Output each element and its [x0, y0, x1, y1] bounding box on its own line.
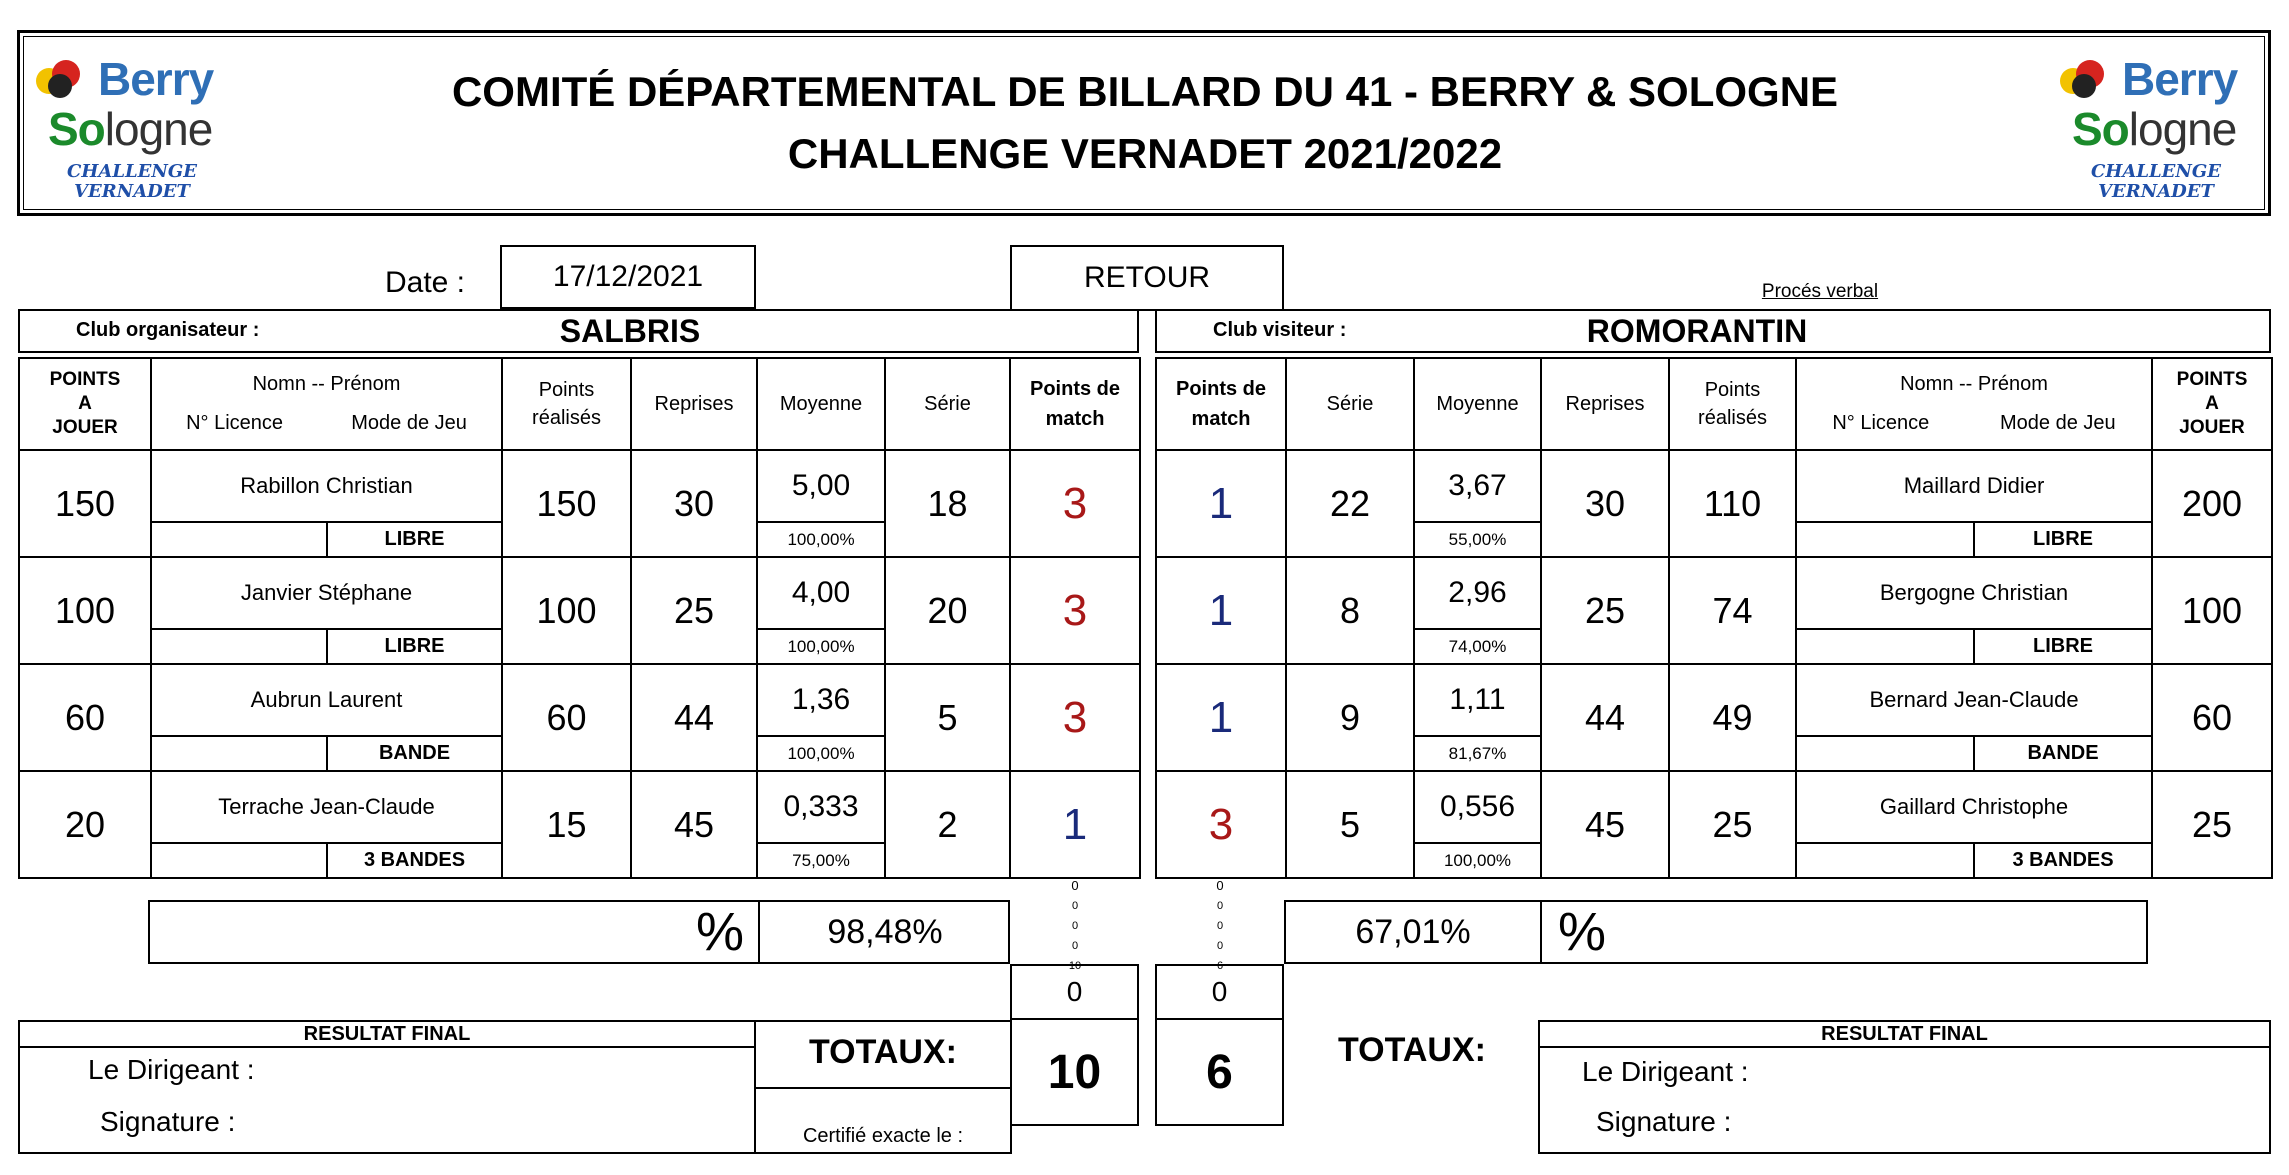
- reprises: 45: [631, 771, 757, 878]
- signature-label: Signature :: [100, 1106, 236, 1137]
- col-reprises: Reprises: [1541, 358, 1669, 450]
- away-totaux-box: [1284, 1020, 1540, 1154]
- moyenne: 1,11: [1414, 664, 1541, 736]
- pct: 55,00%: [1414, 522, 1541, 557]
- home-total: 10: [1010, 1018, 1139, 1126]
- home-under-total: 0: [1010, 964, 1139, 1020]
- pts-jouer: 60: [2152, 664, 2272, 771]
- pts-jouer: 60: [19, 664, 151, 771]
- logo-vernadet-text: VERNADET: [2098, 181, 2214, 202]
- pts-match: 1: [1010, 771, 1140, 878]
- pts-match: 1: [1156, 557, 1286, 664]
- percent-symbol: %: [1557, 902, 1606, 962]
- logo-sologne-text: Sologne: [2072, 103, 2237, 155]
- logo-challenge-text: CHALLENGE: [2091, 161, 2221, 182]
- col-pts-match: Points de match: [1156, 358, 1286, 450]
- serie: 22: [1286, 450, 1414, 557]
- away-under-total: 0: [1155, 964, 1284, 1020]
- player-name: Bernard Jean-Claude: [1796, 664, 2152, 736]
- match-type: RETOUR: [1010, 245, 1284, 311]
- home-club-bar: [18, 309, 1139, 353]
- result-label: RESULTAT FINAL: [1821, 1022, 1988, 1045]
- col-pts-jouer: POINTS A JOUER: [19, 358, 151, 450]
- player-name: Aubrun Laurent: [151, 664, 502, 736]
- away-player-row: [1156, 664, 2272, 736]
- dirigeant-label: Le Dirigeant :: [88, 1054, 255, 1085]
- pts-jouer: 20: [19, 771, 151, 878]
- away-percent-bar: [1284, 900, 2148, 964]
- away-total: 6: [1155, 1018, 1284, 1126]
- dirigeant-label: Le Dirigeant :: [1582, 1056, 1749, 1087]
- pts-realises: 60: [502, 664, 631, 771]
- player-name: Terrache Jean-Claude: [151, 771, 502, 843]
- certifie-label: Certifié exacte le :: [802, 1124, 964, 1147]
- licence: [1796, 522, 1974, 557]
- page-subtitle: CHALLENGE VERNADET 2021/2022: [787, 130, 1503, 177]
- serie: 8: [1286, 557, 1414, 664]
- col-realises: Points réalisés: [502, 358, 631, 450]
- moyenne: 0,333: [757, 771, 885, 843]
- home-player-row: [19, 450, 1140, 522]
- col-pts-match: Points de match: [1010, 358, 1140, 450]
- serie: 9: [1286, 664, 1414, 771]
- player-name: Bergogne Christian: [1796, 557, 2152, 629]
- away-club-name: ROMORANTIN: [1586, 312, 1808, 349]
- away-table: [1155, 357, 2273, 879]
- pts-realises: 74: [1669, 557, 1796, 664]
- away-mini-col: 0 0 0 0 6: [1216, 878, 1224, 972]
- reprises: 25: [631, 557, 757, 664]
- home-club-label: Club organisateur :: [76, 319, 260, 341]
- col-serie: Série: [885, 358, 1010, 450]
- serie: 18: [885, 450, 1010, 557]
- moyenne: 1,36: [757, 664, 885, 736]
- moyenne: 4,00: [757, 557, 885, 629]
- date-label: Date :: [384, 266, 466, 299]
- home-percent-value: 98,48%: [827, 912, 943, 951]
- pts-jouer: 200: [2152, 450, 2272, 557]
- away-header-row: [1156, 358, 2272, 450]
- home-percent-bar: [148, 900, 1010, 964]
- mode-jeu: BANDE: [1974, 736, 2152, 771]
- away-club-label: Club visiteur :: [1213, 319, 1347, 341]
- reprises: 45: [1541, 771, 1669, 878]
- moyenne: 0,556: [1414, 771, 1541, 843]
- signature-label: Signature :: [1596, 1106, 1732, 1137]
- home-result-box: [18, 1020, 756, 1154]
- reprises: 44: [631, 664, 757, 771]
- pts-realises: 15: [502, 771, 631, 878]
- logo-sologne-text: Sologne: [48, 103, 213, 155]
- away-player-row: [1156, 771, 2272, 843]
- logo-right: [2056, 44, 2256, 204]
- reprises: 30: [631, 450, 757, 557]
- licence: [151, 736, 327, 771]
- pts-jouer: 25: [2152, 771, 2272, 878]
- col-nom-prenom: Nomn -- Prénom N° Licence Mode de Jeu: [1796, 358, 2152, 450]
- licence: [1796, 843, 1974, 878]
- home-player-row: [19, 664, 1140, 736]
- licence: [151, 843, 327, 878]
- logo-berry-text: Berry: [2122, 53, 2238, 105]
- licence: [1796, 736, 1974, 771]
- mode-jeu: BANDE: [327, 736, 502, 771]
- moyenne: 3,67: [1414, 450, 1541, 522]
- pct: 75,00%: [757, 843, 885, 878]
- mode-jeu: LIBRE: [327, 629, 502, 664]
- logo-berry-text: Berry: [98, 53, 214, 105]
- pts-match: 1: [1156, 664, 1286, 771]
- pts-match: 3: [1010, 450, 1140, 557]
- home-player-row: [19, 771, 1140, 843]
- totaux-label: TOTAUX:: [1338, 1030, 1486, 1069]
- pct: 100,00%: [757, 736, 885, 771]
- serie: 2: [885, 771, 1010, 878]
- pts-jouer: 100: [2152, 557, 2272, 664]
- home-club-name: SALBRIS: [559, 312, 701, 349]
- pts-realises: 150: [502, 450, 631, 557]
- pts-match: 3: [1010, 664, 1140, 771]
- pts-realises: 110: [1669, 450, 1796, 557]
- home-totaux-box: [754, 1020, 1012, 1154]
- pct: 74,00%: [1414, 629, 1541, 664]
- col-nom-prenom: Nomn -- Prénom N° Licence Mode de Jeu: [151, 358, 502, 450]
- pct: 100,00%: [1414, 843, 1541, 878]
- date-value: 17/12/2021: [500, 245, 756, 309]
- licence: [151, 629, 327, 664]
- serie: 5: [885, 664, 1010, 771]
- pts-match: 3: [1010, 557, 1140, 664]
- pts-jouer: 150: [19, 450, 151, 557]
- moyenne: 2,96: [1414, 557, 1541, 629]
- totaux-label: TOTAUX:: [809, 1032, 957, 1071]
- home-mini-col: 0 0 0 0 10: [1068, 878, 1082, 972]
- pts-realises: 100: [502, 557, 631, 664]
- logo-challenge-text: CHALLENGE: [67, 161, 197, 182]
- col-realises: Points réalisés: [1669, 358, 1796, 450]
- billiard-balls-icon: [2060, 60, 2106, 100]
- moyenne: 5,00: [757, 450, 885, 522]
- away-percent-value: 67,01%: [1355, 912, 1471, 951]
- billiard-balls-icon: [36, 60, 82, 100]
- pct: 100,00%: [757, 629, 885, 664]
- reprises: 30: [1541, 450, 1669, 557]
- pts-match: 1: [1156, 450, 1286, 557]
- home-table: [18, 357, 1141, 879]
- home-header-row: [19, 358, 1140, 450]
- percent-symbol: %: [695, 902, 744, 962]
- away-result-box: [1538, 1020, 2271, 1154]
- page-title: COMITÉ DÉPARTEMENTAL DE BILLARD DU 41 - BERRY & SOLOGNE: [451, 68, 1839, 115]
- col-pts-jouer: POINTS A JOUER: [2152, 358, 2272, 450]
- reprises: 25: [1541, 557, 1669, 664]
- licence: [1796, 629, 1974, 664]
- mode-jeu: 3 BANDES: [1974, 843, 2152, 878]
- result-label: RESULTAT FINAL: [303, 1022, 471, 1045]
- pts-realises: 25: [1669, 771, 1796, 878]
- pct: 100,00%: [757, 522, 885, 557]
- away-player-row: [1156, 450, 2272, 522]
- home-player-row: [19, 557, 1140, 629]
- mode-jeu: LIBRE: [327, 522, 502, 557]
- proces-verbal-label: Procés verbal: [1761, 281, 1879, 302]
- away-player-row: [1156, 557, 2272, 629]
- pts-jouer: 100: [19, 557, 151, 664]
- reprises: 44: [1541, 664, 1669, 771]
- player-name: Rabillon Christian: [151, 450, 502, 522]
- logo-vernadet-text: VERNADET: [74, 181, 190, 202]
- player-name: Gaillard Christophe: [1796, 771, 2152, 843]
- licence: [151, 522, 327, 557]
- pct: 81,67%: [1414, 736, 1541, 771]
- player-name: Janvier Stéphane: [151, 557, 502, 629]
- pts-match: 3: [1156, 771, 1286, 878]
- away-club-bar: [1155, 309, 2271, 353]
- pts-realises: 49: [1669, 664, 1796, 771]
- mode-jeu: LIBRE: [1974, 629, 2152, 664]
- col-serie: Série: [1286, 358, 1414, 450]
- mode-jeu: LIBRE: [1974, 522, 2152, 557]
- logo-left: [32, 44, 232, 204]
- mode-jeu: 3 BANDES: [327, 843, 502, 878]
- serie: 20: [885, 557, 1010, 664]
- serie: 5: [1286, 771, 1414, 878]
- col-moyenne: Moyenne: [757, 358, 885, 450]
- col-moyenne: Moyenne: [1414, 358, 1541, 450]
- player-name: Maillard Didier: [1796, 450, 2152, 522]
- col-reprises: Reprises: [631, 358, 757, 450]
